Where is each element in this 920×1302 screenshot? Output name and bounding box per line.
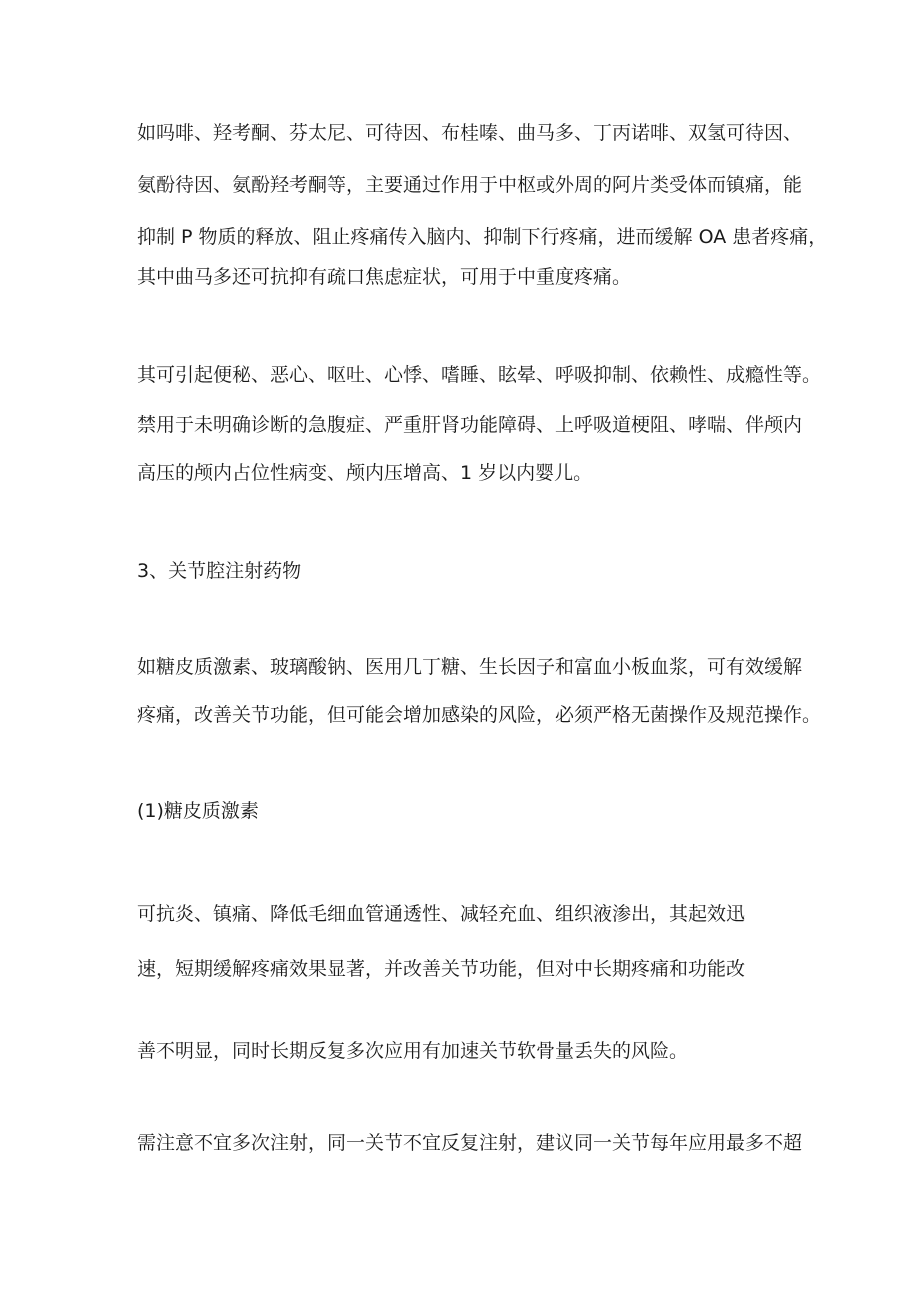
text-line: 可抗炎、镇痛、降低毛细血管通透性、减轻充血、组织液渗出，其起效迅: [137, 903, 746, 925]
text-line: 其中曲马多还可抗抑有疏口焦虑症状，可用于中重度疼痛。: [137, 266, 632, 288]
text-line: 氨酚待因、氨酚羟考酮等，主要通过作用于中枢或外周的阿片类受体而镇痛，能: [137, 174, 803, 196]
text-line: 高压的颅内占位性病变、颅内压增高、1 岁以内婴儿。: [137, 462, 593, 484]
text-line: 速，短期缓解疼痛效果显著，并改善关节功能，但对中长期疼痛和功能改: [137, 958, 746, 980]
text-line: 善不明显，同时长期反复多次应用有加速关节软骨量丢失的风险。: [137, 1040, 689, 1062]
subsection-heading: (1)糖皮质激素: [137, 800, 259, 822]
text-line: 如吗啡、羟考酮、芬太尼、可待因、布桂嗪、曲马多、丁丙诺啡、双氢可待因、: [137, 122, 803, 144]
text-line: 需注意不宜多次注射，同一关节不宜反复注射，建议同一关节每年应用最多不超: [137, 1132, 803, 1154]
text-line: 疼痛，改善关节功能，但可能会增加感染的风险，必须严格无菌操作及规范操作。: [137, 704, 822, 726]
text-line: 其可引起便秘、恶心、呕吐、心悸、嗜睡、眩晕、呼吸抑制、依赖性、成瘾性等。: [137, 364, 822, 386]
text-line: 抑制 P 物质的释放、阻止疼痛传入脑内、抑制下行疼痛，进而缓解 OA 患者疼痛，: [137, 226, 828, 248]
text-line: 如糖皮质激素、玻璃酸钠、医用几丁糖、生长因子和富血小板血浆，可有效缓解: [137, 656, 803, 678]
text-line: 禁用于未明确诊断的急腹症、严重肝肾功能障碍、上呼吸道梗阻、哮喘、伴颅内: [137, 414, 803, 436]
section-heading: 3、关节腔注射药物: [137, 560, 302, 582]
